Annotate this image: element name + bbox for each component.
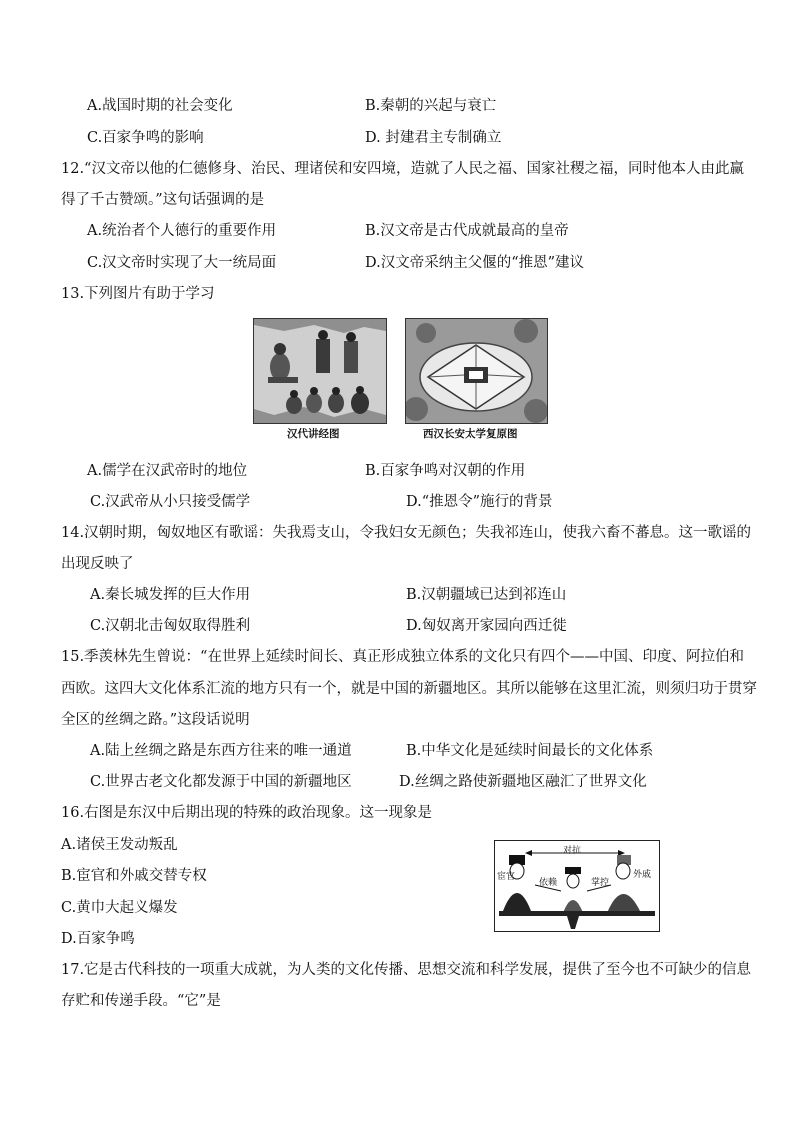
q16-stem: 16.右图是东汉中后期出现的特殊的政治现象。这一现象是 [61,805,433,821]
q12-stem-line2: 得了千古赞颂。”这句话强调的是 [61,192,265,208]
cartoon-label-eunuch: 宦官 [497,872,516,882]
q13-stem: 13.下列图片有助于学习 [61,286,215,302]
q15-option-d: D.丝绸之路使新疆地区融汇了世界文化 [399,774,647,790]
q14-option-b: B.汉朝疆域已达到祁连山 [406,587,567,603]
cartoon-label-confront: 对抗 [563,846,582,856]
q15-option-c: C.世界古老文化都发源于中国的新疆地区 [90,774,352,790]
q15-option-a: A.陆上丝绸之路是东西方往来的唯一通道 [90,743,352,759]
q14-stem-line2: 出现反映了 [61,556,134,572]
han-lecture-image [253,318,387,424]
q14-option-d: D.匈奴离开家园向西迁徙 [406,618,567,634]
q12-option-a: A.统治者个人德行的重要作用 [87,223,277,239]
q15-stem-line1: 15.季羡林先生曾说：“在世界上延续时间长、真正形成独立体系的文化只有四个——中国、印度、阿拉伯和 [61,649,744,665]
q12-option-d: D.汉文帝采纳主父偃的“推恩”建议 [365,255,585,271]
q12-option-c: C.汉文帝时实现了大一统局面 [87,255,277,271]
q17-stem-line1: 17.它是古代科技的一项重大成就，为人类的文化传播、思想交流和科学发展，提供了至今也不可缺少的信息 [61,962,752,978]
q14-option-c: C.汉朝北击匈奴取得胜利 [90,618,251,634]
q16-option-a: A.诸侯王发动叛乱 [61,837,178,853]
q13-option-a: A.儒学在汉武帝时的地位 [87,463,248,479]
q11-option-a: A.战国时期的社会变化 [87,98,233,114]
q12-stem-line1: 12.“汉文帝以他的仁德修身、治民、理诸侯和安四境，造就了人民之福、国家社稷之福，同时他本人由此赢 [61,161,744,177]
q13-option-b: B.百家争鸣对汉朝的作用 [365,463,526,479]
figure-caption-han-lecture: 汉代讲经图 [287,428,340,440]
cartoon-label-consort: 外戚 [633,870,652,880]
q14-option-a: A.秦长城发挥的巨大作用 [90,587,251,603]
q15-stem-line2: 西欧。这四大文化体系汇流的地方只有一个，就是中国的新疆地区。其所以能够在这里汇流，则须归功于贯穿 [61,681,757,697]
q16-option-d: D.百家争鸣 [61,931,135,947]
cartoon-label-control: 掌控 [591,878,610,888]
q15-stem-line3: 全区的丝绸之路。”这段话说明 [61,712,250,728]
q14-stem-line1: 14.汉朝时期，匈奴地区有歌谣：失我焉支山，令我妇女无颜色；失我祁连山，使我六畜不蕃息。这一歌谣的 [61,525,752,541]
q13-option-c: C.汉武帝从小只接受儒学 [90,494,251,510]
taixue-restoration-illustration [406,319,547,423]
q11-option-c: C.百家争鸣的影响 [87,130,204,146]
q17-stem-line2: 存贮和传递手段。“它”是 [61,993,221,1009]
q13-option-d: D.“推恩令”施行的背景 [406,494,553,510]
q11-option-d: D. 封建君主专制确立 [365,130,502,146]
taixue-restoration-image [405,318,548,424]
q16-option-b: B.宦官和外戚交替专权 [61,868,207,884]
q16-option-c: C.黄巾大起义爆发 [61,900,178,916]
han-lecture-illustration [254,319,386,423]
q11-option-b: B.秦朝的兴起与衰亡 [365,98,497,114]
q15-option-b: B.中华文化是延续时间最长的文化体系 [406,743,654,759]
figure-caption-taixue: 西汉长安太学复原图 [423,428,518,440]
eunuch-consort-cartoon [494,840,660,932]
q12-option-b: B.汉文帝是古代成就最高的皇帝 [365,223,569,239]
cartoon-label-depend: 依赖 [539,878,558,888]
